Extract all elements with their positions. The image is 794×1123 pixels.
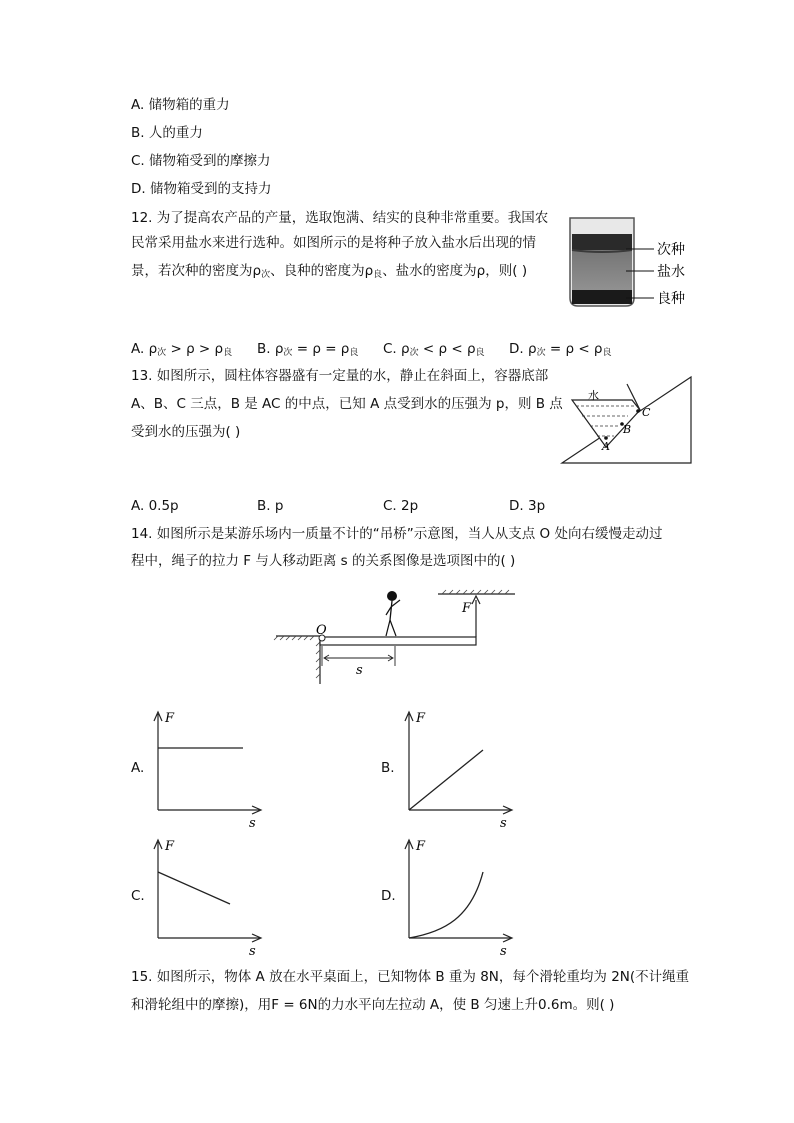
- graph-d-label: D.: [381, 888, 396, 904]
- label-good-seed: 良种: [657, 291, 685, 307]
- q12-text-line-2: 民常采用盐水来进行选种。如图所示的是将种子放入盐水后出现的情: [131, 235, 536, 251]
- graph-c-label: C.: [131, 888, 145, 904]
- graph-c-curve: [158, 872, 230, 904]
- q11-option-d: D. 储物箱受到的支持力: [131, 181, 272, 197]
- q11-option-b: B. 人的重力: [131, 125, 203, 141]
- q13-text-line-2: A、B、C 三点，B 是 AC 的中点，已知 A 点受到水的压强为 p，则 B 点: [131, 396, 563, 412]
- q12-beaker-figure: [562, 212, 702, 312]
- label-s: s: [356, 663, 363, 678]
- graph-b: [399, 708, 519, 828]
- graph-b-curve: [409, 750, 483, 810]
- label-o: O: [316, 623, 327, 638]
- graph-a: [148, 708, 268, 828]
- graph-d-y-label: F: [416, 839, 426, 854]
- q14-text-line-1: 14. 如图所示是某游乐场内一质量不计的“吊桥”示意图，当人从支点 O 处向右缓慢走动过: [131, 526, 663, 542]
- person-icon: [386, 591, 400, 636]
- graph-a-y-label: F: [165, 711, 175, 726]
- graph-b-y-label: F: [416, 711, 426, 726]
- q13-option-d: D. 3p: [509, 498, 546, 514]
- label-water: 水: [588, 389, 599, 402]
- graph-d: [399, 836, 519, 956]
- graph-b-label: B.: [381, 760, 395, 776]
- label-f: F: [462, 601, 472, 616]
- q12-option-d: D. $\rho_次 = \rho < \rho_良$: [509, 341, 612, 358]
- q13-option-b: B. p: [257, 498, 284, 514]
- q12-option-c: C. $\rho_次 < \rho < \rho_良$: [383, 341, 485, 358]
- q12-option-a: A. $\rho_次 > \rho > \rho_良$: [131, 341, 233, 358]
- graph-a-label: A.: [131, 760, 145, 776]
- label-point-b: B: [623, 423, 632, 436]
- q14-text-line-2: 程中，绳子的拉力 F 与人移动距离 s 的关系图像是选项图中的( ): [131, 553, 516, 569]
- q15-text-line-2: 和滑轮组中的摩擦)，用F = 6N的力水平向左拉动 A，使 B 匀速上升0.6m。则( ): [131, 997, 615, 1013]
- q13-text-line-3: 受到水的压强为( ): [131, 424, 241, 440]
- label-salt-water: 盐水: [657, 264, 685, 280]
- q12-option-b: B. $\rho_次 = \rho = \rho_良$: [257, 341, 359, 358]
- q12-text-line-3: 景，若次种的密度为$\rho_次$、良种的密度为$\rho_良$、盐水的密度为ρ，则( ): [131, 263, 528, 280]
- graph-b-x-label: s: [500, 816, 507, 828]
- graph-c-x-label: s: [249, 944, 256, 956]
- q11-option-a: A. 储物箱的重力: [131, 97, 230, 113]
- graph-d-x-label: s: [500, 944, 507, 956]
- q13-option-a: A. 0.5p: [131, 498, 179, 514]
- label-point-a: A: [602, 440, 610, 453]
- sunken-seeds: [572, 290, 632, 304]
- label-ci-seed: 次种: [657, 242, 685, 258]
- q11-option-c: C. 储物箱受到的摩擦力: [131, 153, 271, 169]
- floating-seeds: [572, 234, 632, 250]
- q14-bridge-figure: [272, 580, 522, 688]
- label-point-c: C: [642, 406, 651, 419]
- graph-c-y-label: F: [165, 839, 175, 854]
- graph-a-x-label: s: [249, 816, 256, 828]
- graph-c: [148, 836, 268, 956]
- q13-option-c: C. 2p: [383, 498, 419, 514]
- q15-text-line-1: 15. 如图所示，物体 A 放在水平桌面上，已知物体 B 重为 8N，每个滑轮重均为 2N(不计绳重: [131, 969, 690, 985]
- q13-text-line-1: 13. 如图所示，圆柱体容器盛有一定量的水，静止在斜面上，容器底部: [131, 368, 549, 384]
- q13-incline-figure: [560, 372, 696, 468]
- q12-text-line-1: 12. 为了提高农产品的产量，选取饱满、结实的良种非常重要。我国农: [131, 210, 549, 226]
- bridge-plank: [320, 637, 476, 645]
- graph-d-curve: [409, 872, 483, 938]
